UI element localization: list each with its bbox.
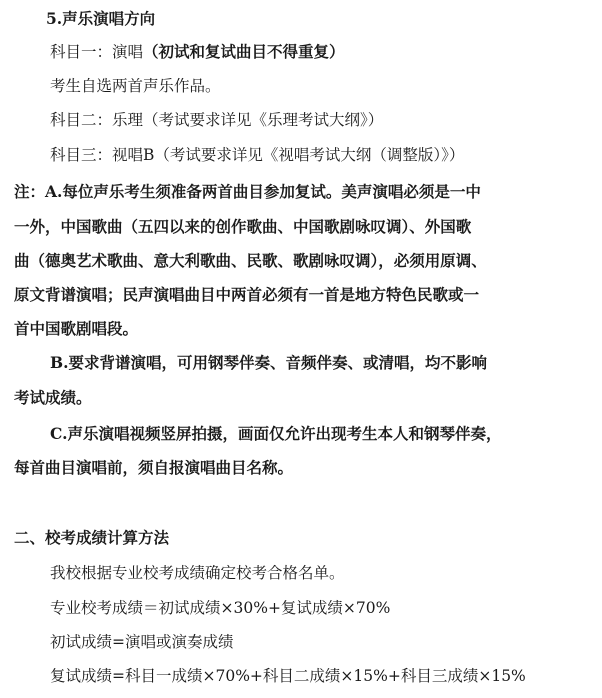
note-a-line: 一外，中国歌曲（五四以来的创作歌曲、中国歌剧咏叹调）、外国歌 (14, 217, 472, 236)
note-a-line: 首中国歌剧唱段。 (14, 319, 139, 338)
subject-one-note: （初试和复试曲目不得重复） (143, 42, 345, 61)
note-a-line: 曲（德奥艺术歌曲、意大利歌曲、民歌、歌剧咏叹调），必须用原调、 (14, 251, 487, 270)
scoring-intro: 我校根据专业校考成绩确定校考合格名单。 (50, 564, 345, 582)
note-a-line: 注：A.每位声乐考生须准备两首曲目参加复试。美声演唱必须是一中 (14, 182, 481, 201)
note-b-line: 考试成绩。 (14, 388, 92, 407)
note-c-line: C.声乐演唱视频竖屏拍摄，画面仅允许出现考生本人和钢琴伴奏， (50, 424, 502, 443)
formula-total: 专业校考成绩＝初试成绩×30%+复试成绩×70% (50, 599, 391, 617)
subject-three: 科目三：视唱B（考试要求详见《视唱考试大纲（调整版）》） (50, 146, 465, 164)
subject-one-label: 科目一：演唱 (50, 43, 144, 61)
note-c-line: 每首曲目演唱前，须自报演唱曲目名称。 (14, 458, 294, 477)
subject-one-description: 考生自选两首声乐作品。 (50, 77, 221, 95)
note-b-line: B.要求背谱演唱，可用钢琴伴奏、音频伴奏、或清唱，均不影响 (50, 353, 487, 372)
note-a-line: 原文背谱演唱；民声演唱曲目中两首必须有一首是地方特色民歌或一 (14, 285, 480, 304)
formula-retest: 复试成绩=科目一成绩×70%+科目二成绩×15%+科目三成绩×15% (50, 667, 526, 685)
subject-one (50, 41, 345, 63)
formula-initial: 初试成绩=演唱或演奏成绩 (50, 633, 234, 651)
subject-two: 科目二：乐理（考试要求详见《乐理考试大纲》） (50, 111, 384, 129)
section-two-title: 二、校考成绩计算方法 (14, 528, 170, 547)
section-title: 5.声乐演唱方向 (46, 9, 156, 28)
